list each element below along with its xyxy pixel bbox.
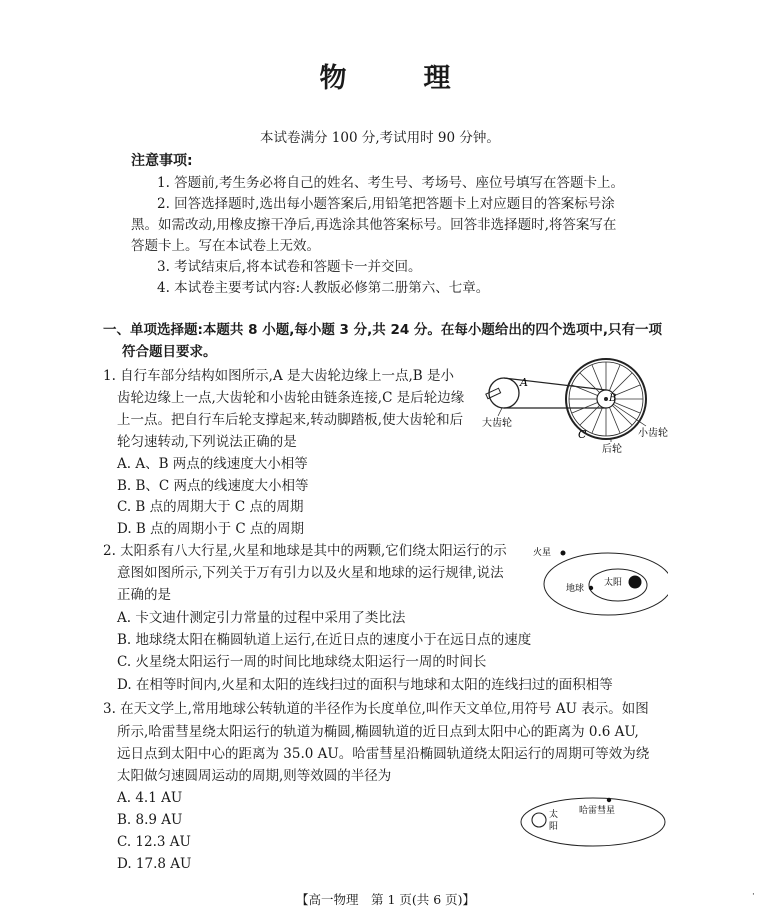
title-char-1: 物 (319, 63, 348, 94)
bicycle-figure (478, 358, 708, 458)
q3-stem-1: 3. 在天文学上,常用地球公转轨道的半径作为长度单位,叫作天文单位,用符号 AU 表示。如图 (103, 701, 649, 717)
q2-stem-3: 正确的是 (117, 587, 171, 603)
notice-item-3: 3. 考试结束后,将本试卷和答题卡一并交回。 (157, 259, 422, 275)
notice-heading: 注意事项: (131, 153, 193, 169)
q2-option-b: B. 地球绕太阳在椭圆轨道上运行,在近日点的速度小于在远日点的速度 (117, 632, 532, 648)
label-sun: 太阳 (604, 578, 623, 588)
label-sun-bottom: 阳 (549, 822, 559, 832)
q3-stem-3: 远日点到太阳中心的距离为 35.0 AU。哈雷彗星沿椭圆轨道绕太阳运行的周期可等效为绕 (117, 746, 650, 762)
earth-icon (589, 586, 593, 590)
q3-stem-2: 所示,哈雷彗星绕太阳运行的轨道为椭圆,椭圆轨道的近日点到太阳中心的距离为 0.6 AU, (117, 724, 639, 740)
page-title (0, 56, 771, 95)
corner-mark: · (752, 890, 755, 900)
comet-icon (607, 798, 611, 802)
section-heading: 一、单项选择题:本题共 8 小题,每小题 3 分,共 24 分。在每小题给出的四个选项中,只有一项 (103, 322, 663, 338)
pedal-crank (486, 388, 501, 398)
sun-icon (629, 576, 642, 589)
label-sun-top: 太 (549, 810, 559, 820)
mars-icon (561, 551, 566, 556)
label-earth: 地球 (566, 584, 585, 594)
q3-option-c: C. 12.3 AU (117, 834, 191, 850)
q2-option-d: D. 在相等时间内,火星和太阳的连线扫过的面积与地球和太阳的连线扫过的面积相等 (117, 677, 613, 693)
notice-item-2-cont: 黑。如需改动,用橡皮擦干净后,再选涂其他答案标号。回答非选择题时,将答案写在 (131, 217, 617, 233)
q2-stem-1: 2. 太阳系有八大行星,火星和地球是其中的两颗,它们绕太阳运行的示 (103, 543, 507, 559)
label-mars: 火星 (533, 548, 552, 558)
notice-item-2-cont2: 答题卡上。写在本试卷上无效。 (131, 238, 320, 254)
notice-item-4: 4. 本试卷主要考试内容:人教版必修第二册第六、七章。 (157, 280, 490, 296)
section-heading-cont: 符合题目要求。 (122, 344, 217, 360)
label-a: A (520, 376, 528, 389)
q3-option-d: D. 17.8 AU (117, 856, 192, 872)
label-big-gear: 大齿轮 (482, 418, 512, 429)
q2-option-c: C. 火星绕太阳运行一周的时间比地球绕太阳运行一周的时间长 (117, 654, 487, 670)
label-rear-wheel: 后轮 (602, 444, 622, 455)
q1-option-a: A. A、B 两点的线速度大小相等 (117, 456, 308, 472)
label-c: C (578, 428, 587, 441)
q1-stem-4: 轮匀速转动,下列说法正确的是 (117, 434, 297, 450)
q1-option-b: B. B、C 两点的线速度大小相等 (117, 478, 309, 494)
label-b: B (609, 393, 617, 404)
solar-orbit-figure (528, 538, 668, 618)
notice-item-2: 2. 回答选择题时,选出每小题答案后,用铅笔把答题卡上对应题目的答案标号涂 (157, 196, 615, 212)
big-gear (489, 378, 519, 408)
page-footer: 【高一物理 第 1 页(共 6 页)】 (295, 892, 476, 907)
q2-option-a: A. 卡文迪什测定引力常量的过程中采用了类比法 (117, 610, 406, 626)
exam-info: 本试卷满分 100 分,考试用时 90 分钟。 (260, 130, 500, 146)
q1-option-d: D. B 点的周期小于 C 点的周期 (117, 521, 305, 537)
notice-item-1: 1. 答题前,考生务必将自己的姓名、考生号、考场号、座位号填写在答题卡上。 (157, 175, 624, 191)
label-small-gear: 小齿轮 (638, 428, 668, 439)
q1-stem-3: 上一点。把自行车后轮支撑起来,转动脚踏板,使大齿轮和后 (117, 412, 464, 428)
q1-stem-2: 齿轮边缘上一点,大齿轮和小齿轮由链条连接,C 是后轮边缘 (117, 390, 465, 406)
label-comet: 哈雷彗星 (579, 806, 616, 816)
comet-orbit-figure (515, 790, 670, 852)
q3-option-b: B. 8.9 AU (117, 812, 183, 828)
q1-option-c: C. B 点的周期大于 C 点的周期 (117, 499, 304, 515)
q3-option-a: A. 4.1 AU (117, 790, 183, 806)
sun-icon (532, 813, 546, 827)
title-char-2: 理 (423, 63, 452, 94)
q1-stem-1: 1. 自行车部分结构如图所示,A 是大齿轮边缘上一点,B 是小 (103, 368, 455, 384)
q3-stem-4: 太阳做匀速圆周运动的周期,则等效圆的半径为 (117, 768, 392, 784)
q2-stem-2: 意图如图所示,下列关于万有引力以及火星和地球的运行规律,说法 (117, 565, 504, 581)
